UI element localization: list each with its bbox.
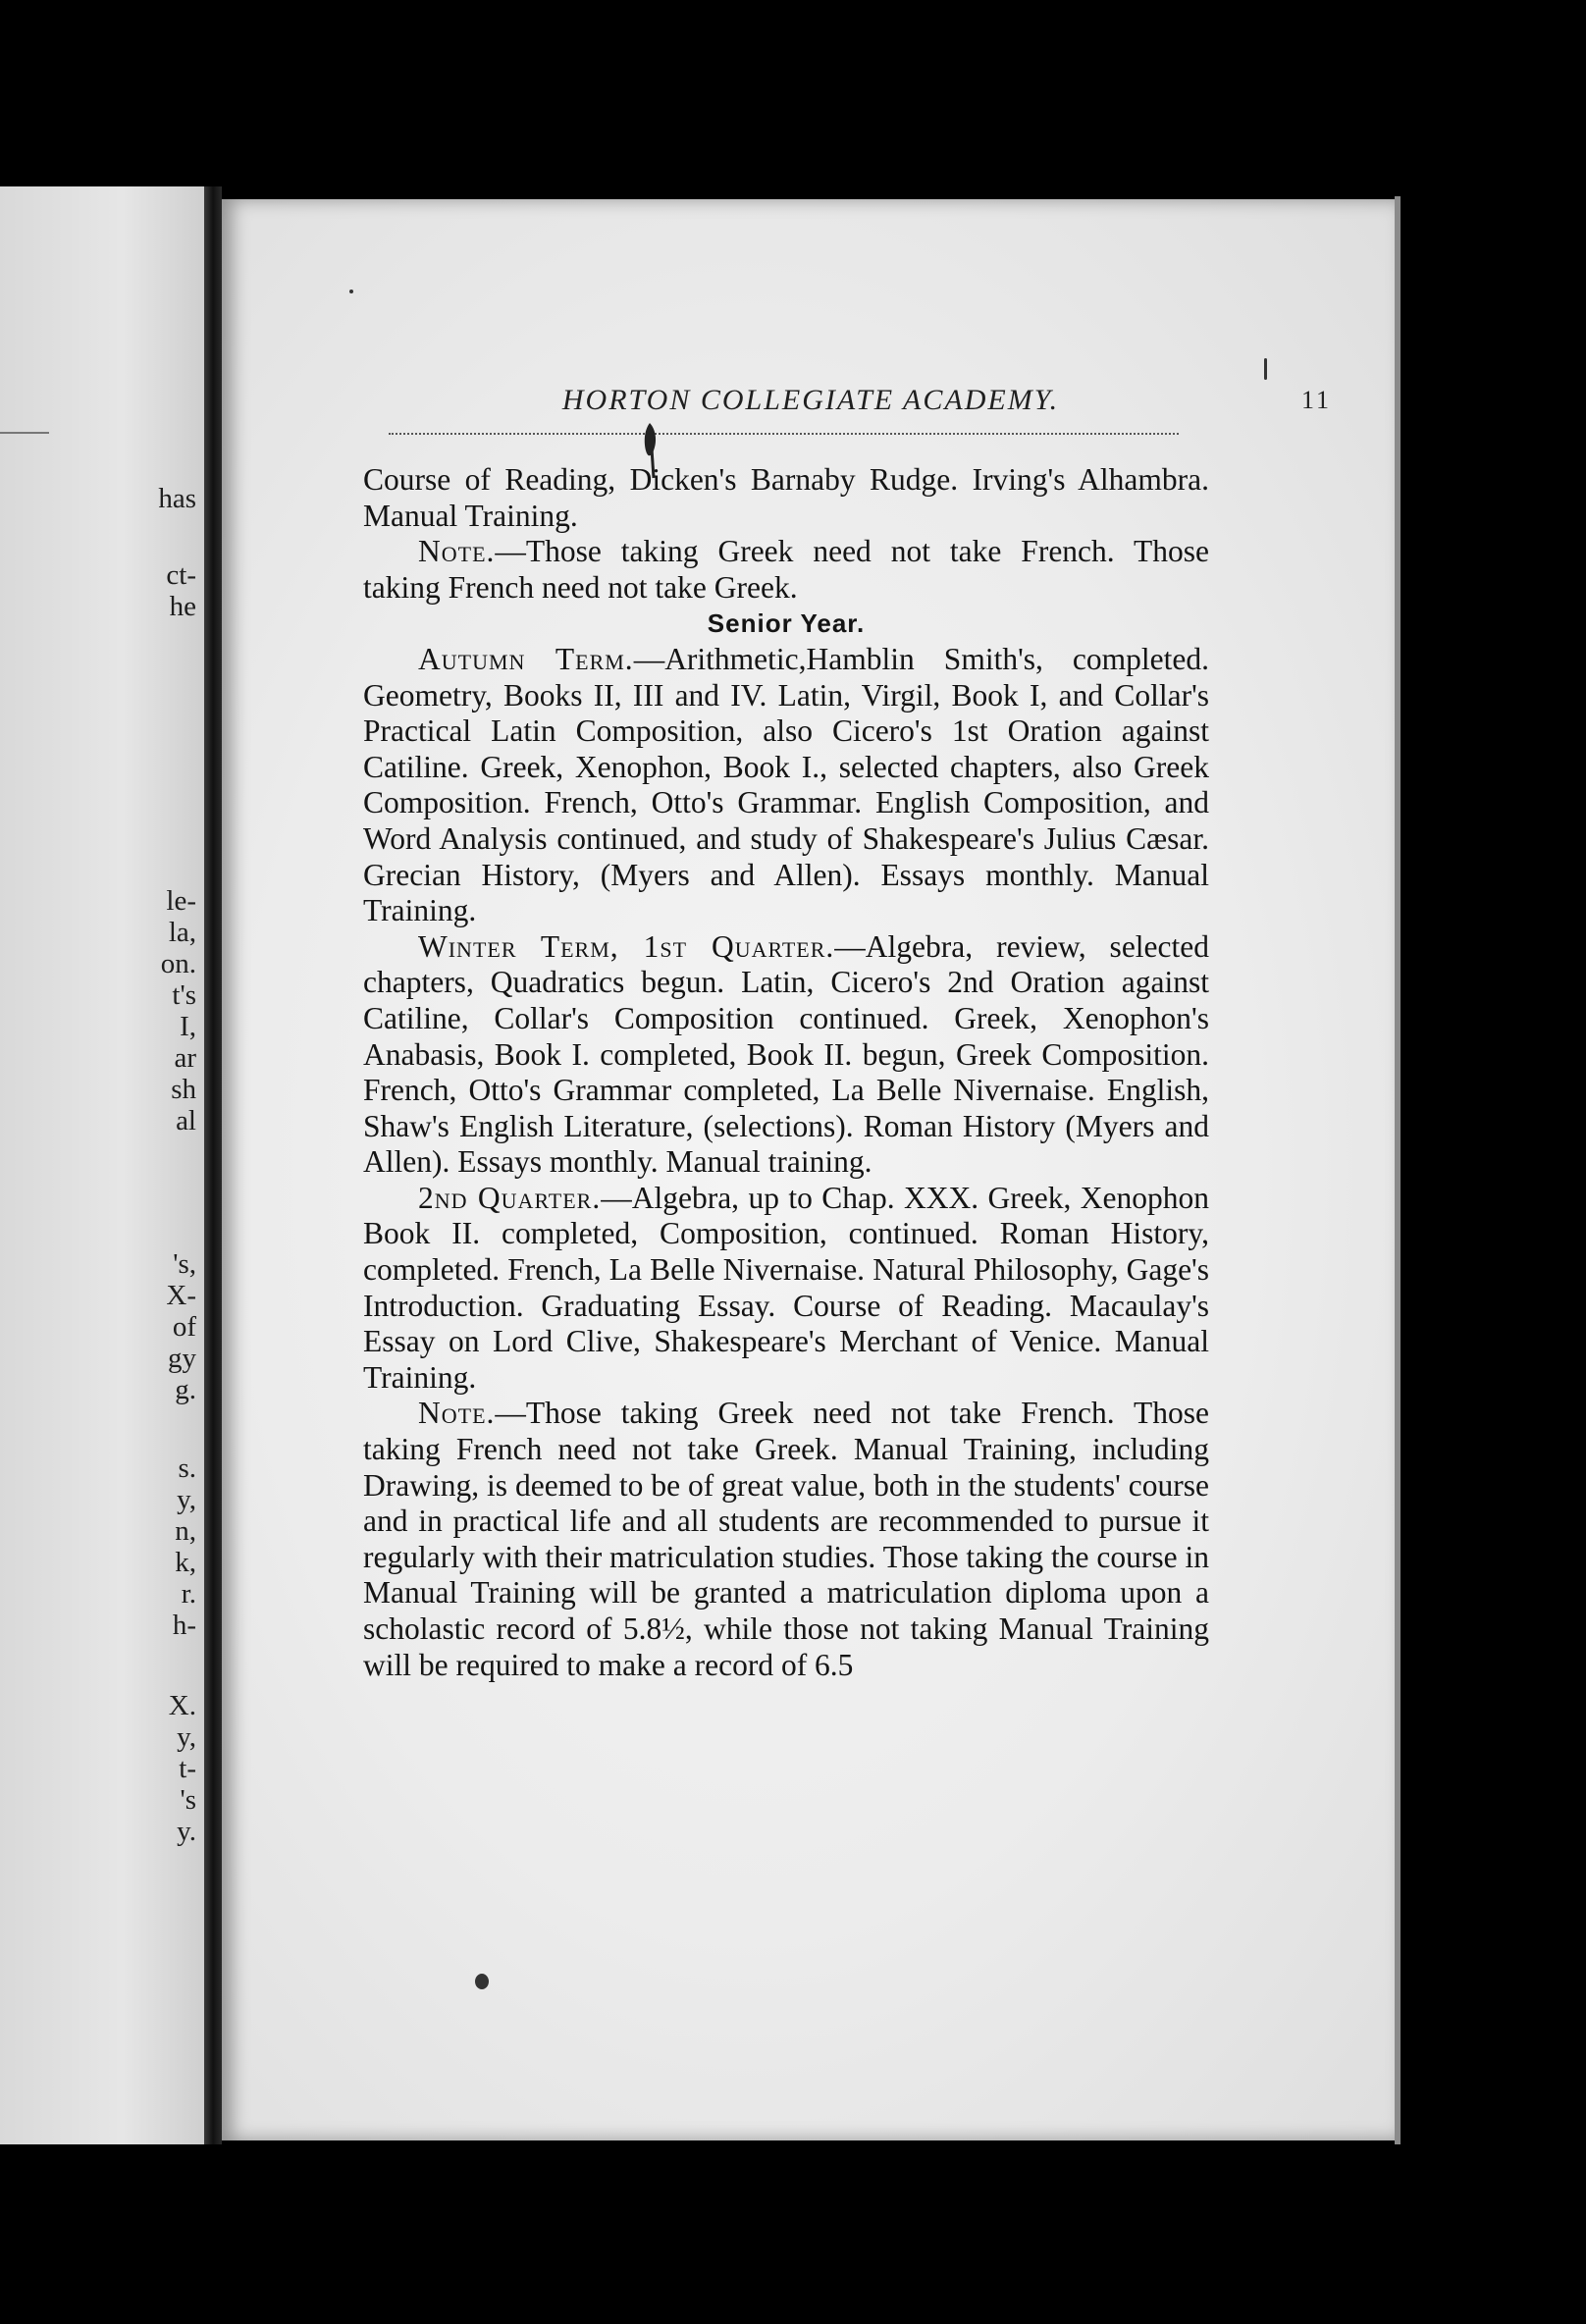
left-fragment: of	[172, 1311, 196, 1343]
left-fragment: X-	[166, 1280, 196, 1311]
left-fragment: ct-	[166, 559, 196, 591]
left-fragment: h-	[172, 1610, 196, 1641]
left-fragment: 's,	[173, 1248, 196, 1280]
note-lead: Note.	[418, 534, 496, 569]
left-page-edge	[0, 186, 204, 2144]
left-fragment: g.	[175, 1374, 196, 1405]
note-paragraph	[363, 534, 1209, 606]
main-page	[222, 199, 1395, 2140]
ink-speck	[475, 1974, 489, 1989]
second-quarter-paragraph	[363, 1181, 1209, 1397]
autumn-term-paragraph	[363, 642, 1209, 929]
ink-speck	[1264, 358, 1267, 380]
second-quarter-text: —Algebra, up to Chap. XXX. Greek, Xenophon Book II. completed, Composition, continued. Roman History, completed. French, La Belle Nivernaise. Natural Philosophy, Gage's Introduction. Graduating Essay. Course of Reading. Macaulay's Essay on Lord Clive, Shakespeare's Merchant of Venice. Manual Training.	[363, 1180, 1210, 1395]
left-fragment: y.	[177, 1816, 196, 1847]
autumn-term-text: —Arithmetic,Hamblin Smith's, completed. Geometry, Books II, III and IV. Latin, Virgil, Book I, and Collar's Practical Latin Composition, also Cicero's 1st Oration against Catiline. Greek, Xenophon, Book I., selected chapters, also Greek Composition. French, Otto's Grammar. English Composition, and Word Analysis continued, and study of Shakespeare's Julius Cæsar. Grecian History, (Myers and Allen). Essays monthly. Manual Training.	[363, 641, 1209, 928]
note-lead: Note.	[418, 1396, 496, 1431]
left-fragment: y,	[177, 1721, 196, 1753]
left-fragment: la,	[168, 917, 196, 948]
left-page-rule	[0, 432, 49, 434]
page-header	[379, 384, 1360, 423]
left-fragment: k,	[175, 1547, 196, 1578]
second-quarter-lead: 2nd Quarter.	[418, 1180, 602, 1215]
left-fragment: 's	[180, 1784, 196, 1816]
left-fragment: n,	[175, 1515, 196, 1547]
left-fragment: has	[158, 483, 196, 514]
left-fragment: he	[169, 591, 196, 622]
left-fragment: X.	[168, 1690, 196, 1721]
page-number: 11	[1301, 386, 1333, 414]
left-fragment: I,	[180, 1011, 196, 1042]
winter-term-lead: Winter Term, 1st Quarter.	[418, 928, 835, 964]
left-fragment: s.	[178, 1452, 196, 1484]
running-head: HORTON COLLEGIATE ACADEMY.	[561, 384, 1060, 416]
page-edge	[1395, 196, 1401, 2144]
course-of-reading-paragraph: Course of Reading, Dicken's Barnaby Rudge. Irving's Alhambra. Manual Training.	[363, 462, 1209, 533]
body-text	[363, 462, 1209, 1683]
header-rule	[389, 433, 1179, 435]
left-fragment: le-	[166, 885, 196, 917]
left-fragment: r.	[181, 1578, 196, 1610]
note-text: —Those taking Greek need not take French. Those taking French need not take Greek.	[363, 534, 1209, 605]
left-fragment: y,	[177, 1484, 196, 1515]
left-fragment: sh	[171, 1074, 196, 1105]
note-text: —Those taking Greek need not take French. Those taking French need not take Greek. Manual Training, including Drawing, is deemed to be of great value, both in the students' course and in practical life and all students are recommended to pursue it regularly with their matriculation studies. Those taking the course in Manual Training will be granted a matriculation diploma upon a scholastic record of 5.8½, while those not taking Manual Training will be required to make a record of 6.5	[363, 1396, 1209, 1682]
note-paragraph	[363, 1396, 1209, 1683]
left-fragment: t's	[172, 979, 196, 1011]
left-fragment: on.	[160, 948, 196, 979]
autumn-term-lead: Autumn Term.	[418, 641, 634, 676]
left-fragment: t-	[179, 1753, 196, 1784]
left-fragment: ar	[174, 1042, 196, 1074]
left-fragment: gy	[168, 1343, 196, 1374]
left-fragment: al	[176, 1105, 196, 1136]
section-heading-senior-year: Senior Year.	[707, 608, 866, 639]
ink-speck	[349, 290, 353, 293]
winter-term-paragraph	[363, 929, 1209, 1181]
book-gutter	[204, 186, 222, 2144]
winter-term-text: —Algebra, review, selected chapters, Quadratics begun. Latin, Cicero's 2nd Oration against Catiline, Collar's Composition continued. Greek, Xenophon's Anabasis, Book I. completed, Book II. begun, Greek Composition. French, Otto's Grammar completed, La Belle Nivernaise. English, Shaw's English Literature, (selections). Roman History (Myers and Allen). Essays monthly. Manual training.	[363, 928, 1209, 1180]
